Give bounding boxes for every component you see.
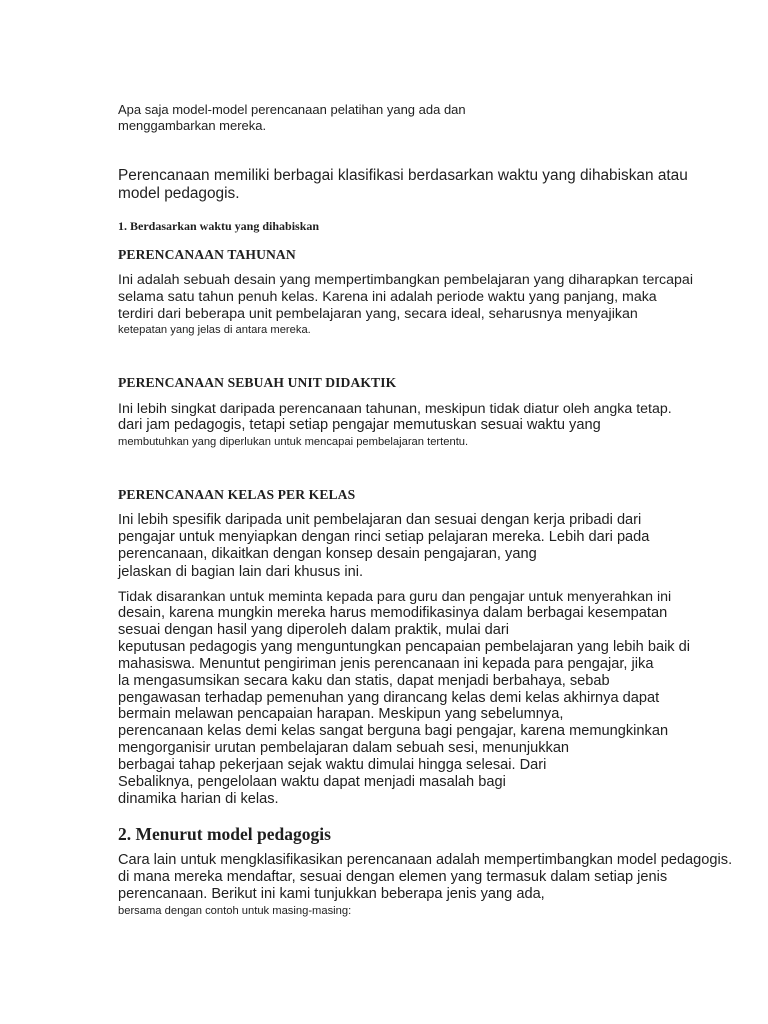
intro-line: Apa saja model-model perencanaan pelatihan yang ada dan [118, 102, 466, 117]
section-2-line: perencanaan. Berikut ini kami tunjukkan beberapa jenis yang ada, [118, 886, 545, 902]
kelas-para2-line: mengorganisir urutan pembelajaran dalam sebuah sesi, menunjukkan [118, 740, 570, 756]
kelas-para2-line: desain, karena mungkin mereka harus memodifikasinya dalam berbagai kesempatan [118, 605, 668, 621]
unit-title: PERENCANAAN SEBUAH UNIT DIDAKTIK [118, 375, 397, 390]
section-2-line: Cara lain untuk mengklasifikasikan perencanaan adalah mempertimbangkan model pedagogis. [118, 852, 733, 868]
kelas-para2-line: bermain melawan pencapaian harapan. Meskipun yang sebelumnya, [118, 706, 564, 722]
tahunan-line: Ini adalah sebuah desain yang mempertimbangkan pembelajaran yang diharapkan tercapai [118, 272, 693, 288]
intro-line: menggambarkan mereka. [118, 118, 267, 133]
section-2-line: bersama dengan contoh untuk masing-masing: [118, 905, 352, 917]
tahunan-title: PERENCANAAN TAHUNAN [118, 247, 296, 262]
kelas-para2-line: keputusan pedagogis yang menguntungkan pencapaian pembelajaran yang lebih baik di [118, 639, 691, 655]
kelas-para2-line: la mengasumsikan secara kaku dan statis, dapat menjadi berbahaya, sebab [118, 673, 610, 689]
kelas-title: PERENCANAAN KELAS PER KELAS [118, 487, 356, 502]
kelas-para1-line: jelaskan di bagian lain dari khusus ini. [118, 564, 364, 580]
kelas-para2-line: Tidak disarankan untuk meminta kepada para guru dan pengajar untuk menyerahkan ini [118, 589, 672, 605]
tahunan-line: ketepatan yang jelas di antara mereka. [118, 324, 311, 336]
lead-line: model pedagogis. [118, 185, 240, 202]
kelas-para1-line: pengajar untuk menyiapkan dengan rinci setiap pelajaran mereka. Lebih dari pada [118, 529, 650, 545]
kelas-para2-line: Sebaliknya, pengelolaan waktu dapat menjadi masalah bagi [118, 774, 506, 790]
kelas-para1-line: perencanaan, dikaitkan dengan konsep desain pengajaran, yang [118, 546, 537, 562]
kelas-para2-line: dinamika harian di kelas. [118, 791, 279, 807]
unit-line: dari jam pedagogis, tetapi setiap pengajar memutuskan sesuai waktu yang [118, 417, 601, 433]
tahunan-line: terdiri dari beberapa unit pembelajaran yang, secara ideal, seharusnya menyajikan [118, 306, 638, 322]
section-1-heading: 1. Berdasarkan waktu yang dihabiskan [118, 219, 320, 233]
section-2-line: di mana mereka mendaftar, sesuai dengan elemen yang termasuk dalam setiap jenis [118, 869, 668, 885]
kelas-para2-line: perencanaan kelas demi kelas sangat berguna bagi pengajar, karena memungkinkan [118, 723, 669, 739]
tahunan-line: selama satu tahun penuh kelas. Karena ini adalah periode waktu yang panjang, maka [118, 289, 657, 305]
kelas-para2-line: pengawasan terhadap pemenuhan yang dirancang kelas demi kelas akhirnya dapat [118, 690, 660, 706]
kelas-para2-line: berbagai tahap pekerjaan sejak waktu dimulai hingga selesai. Dari [118, 757, 547, 773]
kelas-para1-line: Ini lebih spesifik daripada unit pembelajaran dan sesuai dengan kerja pribadi dari [118, 512, 642, 528]
unit-line: Ini lebih singkat daripada perencanaan tahunan, meskipun tidak diatur oleh angka tetap. [118, 401, 672, 417]
section-2-heading: 2. Menurut model pedagogis [118, 824, 331, 844]
lead-line: Perencanaan memiliki berbagai klasifikasi berdasarkan waktu yang dihabiskan atau [118, 167, 688, 184]
unit-line: membutuhkan yang diperlukan untuk mencapai pembelajaran tertentu. [118, 436, 469, 448]
kelas-para2-line: mahasiswa. Menuntut pengiriman jenis perencanaan ini kepada para pengajar, jika [118, 656, 654, 672]
kelas-para2-line: sesuai dengan hasil yang diperoleh dalam praktik, mulai dari [118, 622, 510, 638]
